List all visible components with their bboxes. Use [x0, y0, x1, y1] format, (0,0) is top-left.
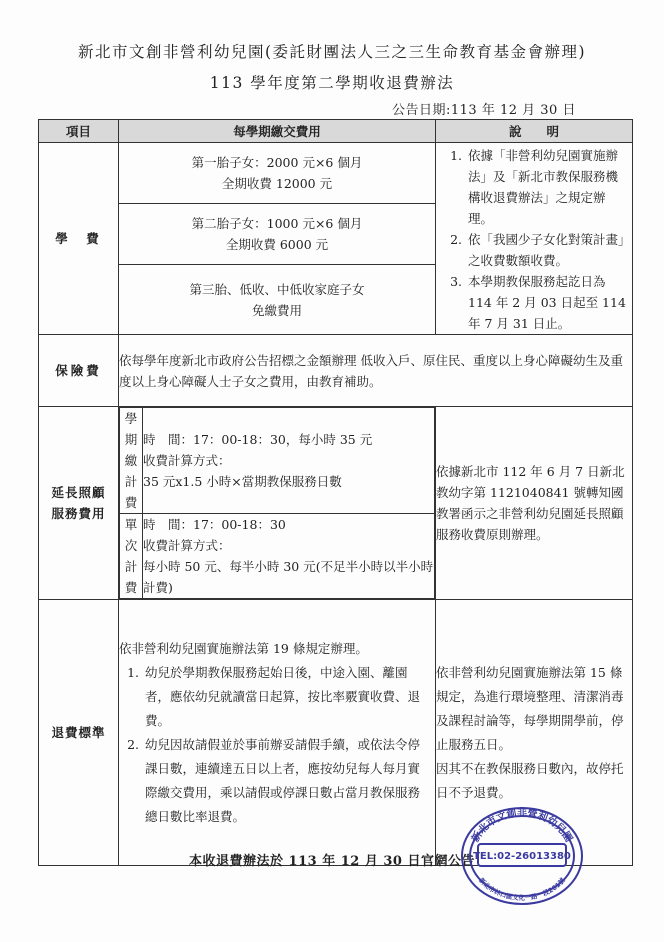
extended-label: 延長照顧服務費用 [39, 407, 119, 600]
extended-subtable [119, 407, 435, 599]
fee-line: 第一胎子女：2000 元×6 個月 [191, 155, 363, 171]
document-title: 新北市文創非營利幼兒園(委託財團法人三之三生命教育基金會辦理) [77, 43, 587, 61]
table-header-row [39, 120, 633, 143]
fee-line: 全期收費 12000 元 [221, 176, 333, 192]
extended-note: 依據新北市 112 年 6 月 7 日新北教幼字第 1121040841 號轉知國教署函示之非營利幼兒園延長照顧服務收費原則辦理。 [436, 407, 633, 600]
single-label: 單次計費 [120, 514, 143, 599]
note-item: 3. 本學期教保服務起訖日為 114 年 2 月 03 日起至 114 年 7 月 31 日止。 [466, 271, 626, 334]
seal-tel-text: TEL:02-26013380 [473, 851, 571, 862]
note-item: 1. 依據「非營利幼兒園實施辦法」及「新北市教保服務機構收退費辦法」之規定辦理。 [466, 145, 626, 229]
seal-bottom-text: 新北市林口區文化一路一段201號 [477, 876, 567, 903]
tuition-fee-1 [119, 143, 436, 204]
tuition-label: 學 費 [39, 143, 119, 335]
tuition-fee-3 [119, 265, 436, 335]
insurance-row [39, 335, 633, 407]
fee-line: 免繳費用 [251, 302, 302, 318]
refund-intro: 依非營利幼兒園實施辦法第 19 條規定辦理。 [119, 640, 368, 656]
term-label: 學期繳計費 [120, 408, 143, 514]
header-note: 說 明 [436, 120, 633, 143]
document-subtitle: 113 學年度第二學期收退費辦法 [209, 74, 455, 92]
insurance-text: 依每學年度新北市政府公告招標之金額辦理 低收入戶、原住民、重度以上身心障礙幼生及重度以上身心障礙人士子女之費用，由教育補助。 [119, 335, 633, 407]
fee-line: 第二胎子女：1000 元×6 個月 [191, 216, 363, 232]
refund-note-2: 因其不在教保服務日數內，故停托日不予退費。 [436, 760, 624, 800]
tuition-notes [436, 143, 633, 335]
term-line: 35 元x1.5 小時×當期教保服務日數 [143, 474, 342, 489]
single-line: 時 間：17：00-18：30 [143, 517, 286, 532]
extended-row [39, 407, 633, 600]
fee-line: 全期收費 6000 元 [225, 237, 329, 253]
header-fee: 每學期繳交費用 [119, 120, 436, 143]
fee-line: 第三胎、低收、中低收家庭子女 [189, 281, 365, 297]
tuition-row-1 [39, 143, 633, 204]
term-detail [143, 408, 435, 514]
single-detail [143, 514, 435, 599]
refund-item: 1. 幼兒於學期教保服務起始日後，中途入園、離園者，應依幼兒就讀當日起算，按比率覈實收費、退費。 [143, 661, 429, 733]
extended-fee-cell [119, 407, 436, 600]
single-line: 收費計算方式： [143, 538, 231, 553]
tuition-fee-2 [119, 204, 436, 265]
insurance-label: 保險費 [39, 335, 119, 407]
term-line: 收費計算方式： [143, 453, 231, 468]
refund-note-1: 依非營利幼兒園實施辦法第 15 條規定，為進行環境整理、清潔消毒及課程討論等，每學期開學前，停止服務五日。 [436, 664, 624, 752]
announcement-date: 公告日期:113 年 12 月 30 日 [392, 103, 576, 118]
note-item: 2. 依「我國少子女化對策計畫」之收費數額收費。 [466, 229, 626, 271]
refund-rules [119, 600, 436, 866]
svg-text:新北市文創非營利幼兒園 [468, 806, 575, 844]
refund-item: 2. 幼兒因故請假並於事前辦妥請假手續，或依法令停課日數，連續達五日以上者，應按幼兒每人每月實際繳交費用，乘以請假或停課日數占當月教保服務總日數比率退費。 [143, 733, 429, 829]
single-line: 每小時 50 元、每半小時 30 元(不足半小時以半小時計費) [143, 559, 434, 595]
term-line: 時 間：17：00-18：30，每小時 35 元 [143, 432, 373, 447]
footer-notice: 本收退費辦法於 113 年 12 月 30 日官網公告 [189, 854, 475, 869]
refund-label: 退費標準 [39, 600, 119, 866]
official-seal-stamp [456, 796, 588, 906]
seal-top-text: 新北市文創非營利幼兒園 [470, 808, 574, 845]
header-item: 項目 [39, 120, 119, 143]
fee-table [38, 119, 633, 866]
